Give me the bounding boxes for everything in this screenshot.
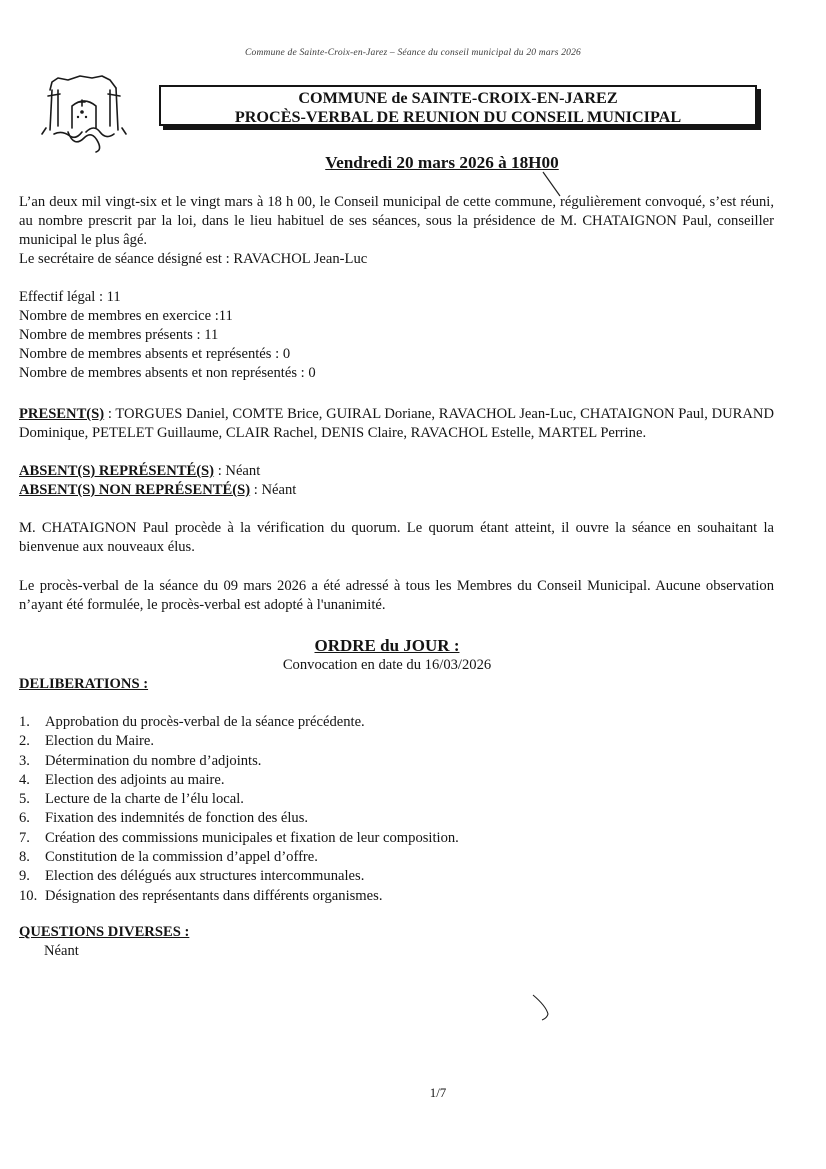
agenda-item-text: Fixation des indemnités de fonction des élus. [45, 810, 309, 827]
meeting-date [0, 153, 826, 173]
absent-not-represented [19, 481, 296, 500]
commune-logo-icon [38, 70, 130, 154]
convocation-date: Convocation en date du 16/03/2026 [282, 657, 492, 673]
agenda-heading: ORDRE du JOUR : [314, 636, 460, 655]
agenda-item-number: 2. [19, 733, 30, 750]
agenda-item [19, 887, 739, 906]
title-box [159, 85, 757, 126]
count-line: Nombre de membres présents : 11 [19, 327, 219, 343]
agenda-item-number: 10. [19, 887, 38, 904]
meeting-date-text: Vendredi 20 mars 2026 à 18H00 [325, 153, 559, 172]
agenda-item-number: 9. [19, 868, 30, 885]
agenda-item [19, 848, 739, 867]
agenda-item-number: 6. [19, 810, 30, 827]
agenda-item-text: Création des commissions municipales et fixation de leur composition. [45, 829, 459, 846]
agenda-item-number: 7. [19, 829, 30, 846]
agenda-item-text: Lecture de la charte de l’élu local. [45, 791, 244, 808]
deliberations-heading [19, 675, 148, 694]
agenda-item-text: Election des adjoints au maire. [45, 771, 225, 788]
agenda-item-text: Election du Maire. [45, 733, 155, 750]
agenda-item-number: 4. [19, 771, 30, 788]
agenda-item-text: Détermination du nombre d’adjoints. [45, 752, 262, 769]
page-number: 1/7 [429, 1085, 447, 1100]
agenda-item-number: 5. [19, 791, 30, 808]
agenda-item [19, 713, 739, 732]
agenda-item-text: Désignation des représentants dans différents organismes. [45, 887, 383, 904]
absent-represented [19, 462, 260, 481]
agenda-item [19, 829, 739, 848]
absent-represented-value: : Néant [214, 463, 261, 479]
count-line: Effectif légal : 11 [19, 289, 121, 305]
agenda-item [19, 790, 739, 809]
agenda-item [19, 771, 739, 790]
agenda-item [19, 732, 739, 751]
agenda-item [19, 752, 739, 771]
agenda-item [19, 809, 739, 828]
present-paragraph [19, 405, 774, 443]
agenda-item-number: 1. [19, 714, 30, 730]
intro-paragraph: L’an deux mil vingt-six et le vingt mars à 18 h 00, le Conseil municipal de cette commune, régulièrement convoqué, s’est réuni, au nombre prescrit par la loi, dans le lieu habituel de ses séances, sous la présidence de M. CHATAIGNON Paul, conseiller municipal le plus âgé. [19, 194, 774, 248]
quorum-paragraph: M. CHATAIGNON Paul procède à la vérification du quorum. Le quorum étant atteint, il ouvre la séance en souhaitant la bienvenue aux nouveaux élus. [19, 520, 774, 555]
present-label: PRESENT(S) [19, 406, 105, 422]
secretary-line: Le secrétaire de séance désigné est : RAVACHOL Jean-Luc [19, 251, 368, 267]
count-line: Nombre de membres en exercice :11 [19, 308, 233, 324]
title-commune: COMMUNE de SAINTE-CROIX-EN-JAREZ [298, 89, 618, 107]
agenda-item-text: Constitution de la commission d’appel d’offre. [45, 849, 318, 866]
member-counts [19, 288, 316, 383]
absent-represented-label: ABSENT(S) REPRÉSENTÉ(S) [19, 463, 215, 479]
deliberations-label: DELIBERATIONS : [19, 676, 149, 692]
absent-not-represented-value: : Néant [250, 482, 297, 498]
running-header: Commune de Sainte-Croix-en-Jarez – Séance du conseil municipal du 20 mars 2026 [245, 48, 581, 58]
agenda-item-text: Approbation du procès-verbal de la séance précédente. [45, 714, 365, 730]
present-list: : TORGUES Daniel, COMTE Brice, GUIRAL Doriane, RAVACHOL Jean-Luc, CHATAIGNON Paul, DURAND Dominique, PETELET Guillaume, CLAIR Rachel, DENIS Claire, RAVACHOL Estelle, MARTEL Perrine. [19, 406, 774, 441]
questions-heading [19, 923, 189, 942]
title-minutes: PROCÈS-VERBAL DE REUNION DU CONSEIL MUNICIPAL [234, 108, 682, 126]
agenda-item [19, 867, 739, 886]
agenda-list [19, 713, 739, 906]
absent-not-represented-label: ABSENT(S) NON REPRÉSENTÉ(S) [19, 482, 251, 498]
agenda-item-number: 8. [19, 849, 30, 866]
count-line: Nombre de membres absents et représentés : 0 [19, 346, 291, 362]
agenda-item-text: Election des délégués aux structures intercommunales. [45, 868, 365, 885]
questions-value: Néant [44, 943, 79, 959]
previous-minutes-paragraph: Le procès-verbal de la séance du 09 mars 2026 a été adressé à tous les Membres du Conseil Municipal. Aucune observation n’ayant été formulée, le procès-verbal est adopté à l'unanimité. [19, 578, 774, 613]
count-line: Nombre de membres absents et non représentés : 0 [19, 365, 316, 381]
questions-label: QUESTIONS DIVERSES : [19, 924, 190, 940]
agenda-item-number: 3. [19, 752, 30, 769]
